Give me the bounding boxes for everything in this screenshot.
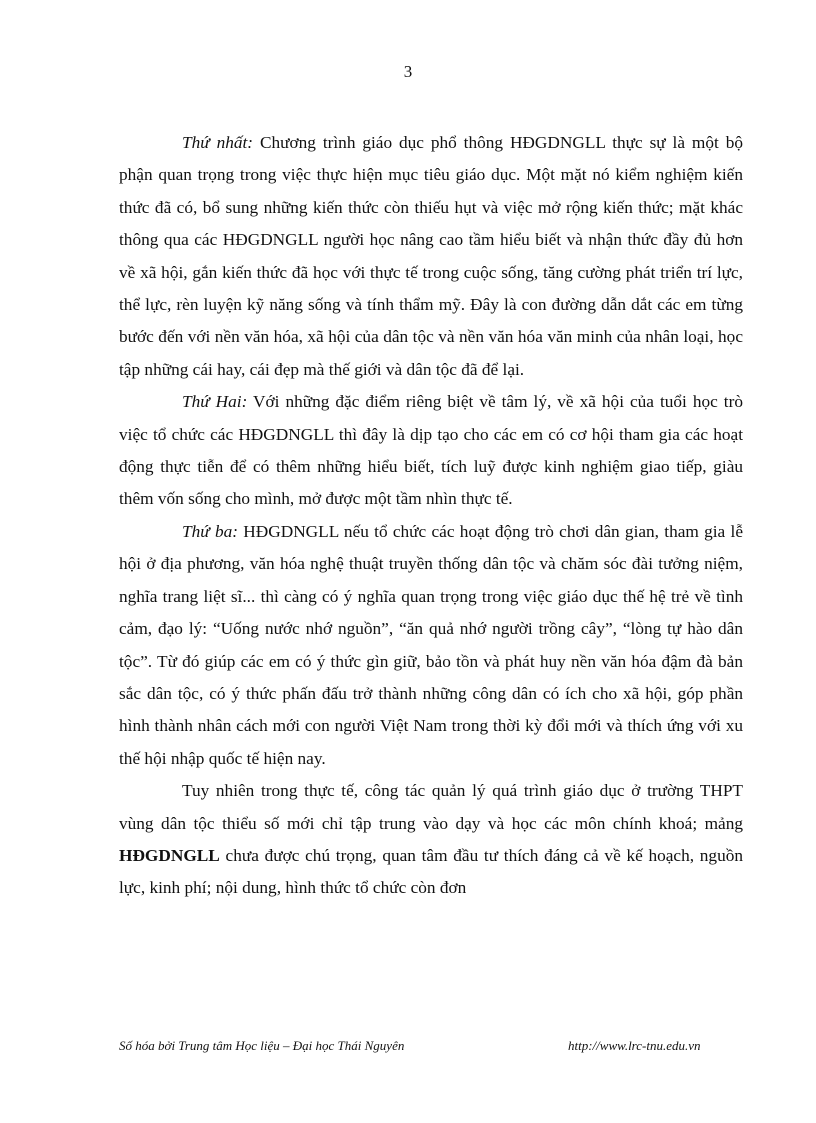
page-number: 3 <box>403 62 413 81</box>
body-text <box>119 127 743 905</box>
paragraph-lead: Thứ nhất: <box>182 133 254 152</box>
paragraph-text: Với những đặc điểm riêng biệt về tâm lý, về xã hội của tuổi học trò việc tổ chức các HĐGDNGLL thì đây là dịp tạo cho các em có cơ hội tham gia các hoạt động thực tiễn để có thêm những hiểu biết, tích luỹ được kinh nghiệm giao tiếp, giàu thêm vốn sống cho mình, mở được một tầm nhìn thực tế. <box>119 392 743 509</box>
bold-term: HĐGDNGLL <box>119 845 220 865</box>
paragraph-lead: Thứ Hai: <box>182 392 248 412</box>
footer-source: Số hóa bởi Trung tâm Học liệu – Đại học Thái Nguyên <box>119 1038 405 1053</box>
paragraph-text: Tuy nhiên trong thực tế, công tác quản lý quá trình giáo dục ở trường THPT vùng dân tộc thiểu số mới chỉ tập trung vào dạy và học các môn chính khoá; mảng <box>119 781 743 833</box>
paragraph-second <box>119 386 743 516</box>
paragraph-first <box>119 127 743 386</box>
paragraph-text: Chương trình giáo dục phổ thông HĐGDNGLL thực sự là một bộ phận quan trọng trong việc thực hiện mục tiêu giáo dục. Một mặt nó kiểm nghiệm kiến thức đã có, bổ sung những kiến thức còn thiếu hụt và việc mở rộng kiến thức; mặt khác thông qua các HĐGDNGLL người học nâng cao tầm hiểu biết và nhận thức đầy đủ hơn về xã hội, gắn kiến thức đã học với thực tế trong cuộc sống, tăng cường phát triển trí lực, thể lực, rèn luyện kỹ năng sống và tính thẩm mỹ. Đây là con đường dẫn dắt các em từng bước đến với nền văn hóa, xã hội của dân tộc và nền văn hóa văn minh của nhân loại, học tập những cái hay, cái đẹp mà thế giới và dân tộc đã để lại. <box>119 133 743 379</box>
footer-url: http://www.lrc-tnu.edu.vn <box>568 1038 701 1053</box>
paragraph-text: HĐGDNGLL nếu tổ chức các hoạt động trò chơi dân gian, tham gia lễ hội ở địa phương, văn hóa nghệ thuật truyền thống dân tộc và chăm sóc đài tưởng niệm, nghĩa trang liệt sĩ... thì càng có ý nghĩa quan trọng trong việc giáo dục thế hệ trẻ về tình cảm, đạo lý: “Uống nước nhớ nguồn”, “ăn quả nhớ người trồng cây”, “lòng tự hào dân tộc”. Từ đó giúp các em có ý thức gìn giữ, bảo tồn và phát huy nền văn hóa đậm đà bản sắc dân tộc, có ý thức phấn đấu trở thành những công dân có ích cho xã hội, góp phần hình thành nhân cách mới con người Việt Nam trong thời kỳ đổi mới và thích ứng với xu thế hội nhập quốc tế hiện nay. <box>119 521 743 768</box>
paragraph-text: chưa được chú trọng, quan tâm đầu tư thích đáng cả về kế hoạch, nguồn lực, kinh phí; nội dung, hình thức tổ chức còn đơn <box>119 845 743 898</box>
paragraph-lead: Thứ ba: <box>182 521 238 541</box>
paragraph-fourth <box>119 775 743 905</box>
paragraph-third <box>119 516 743 775</box>
